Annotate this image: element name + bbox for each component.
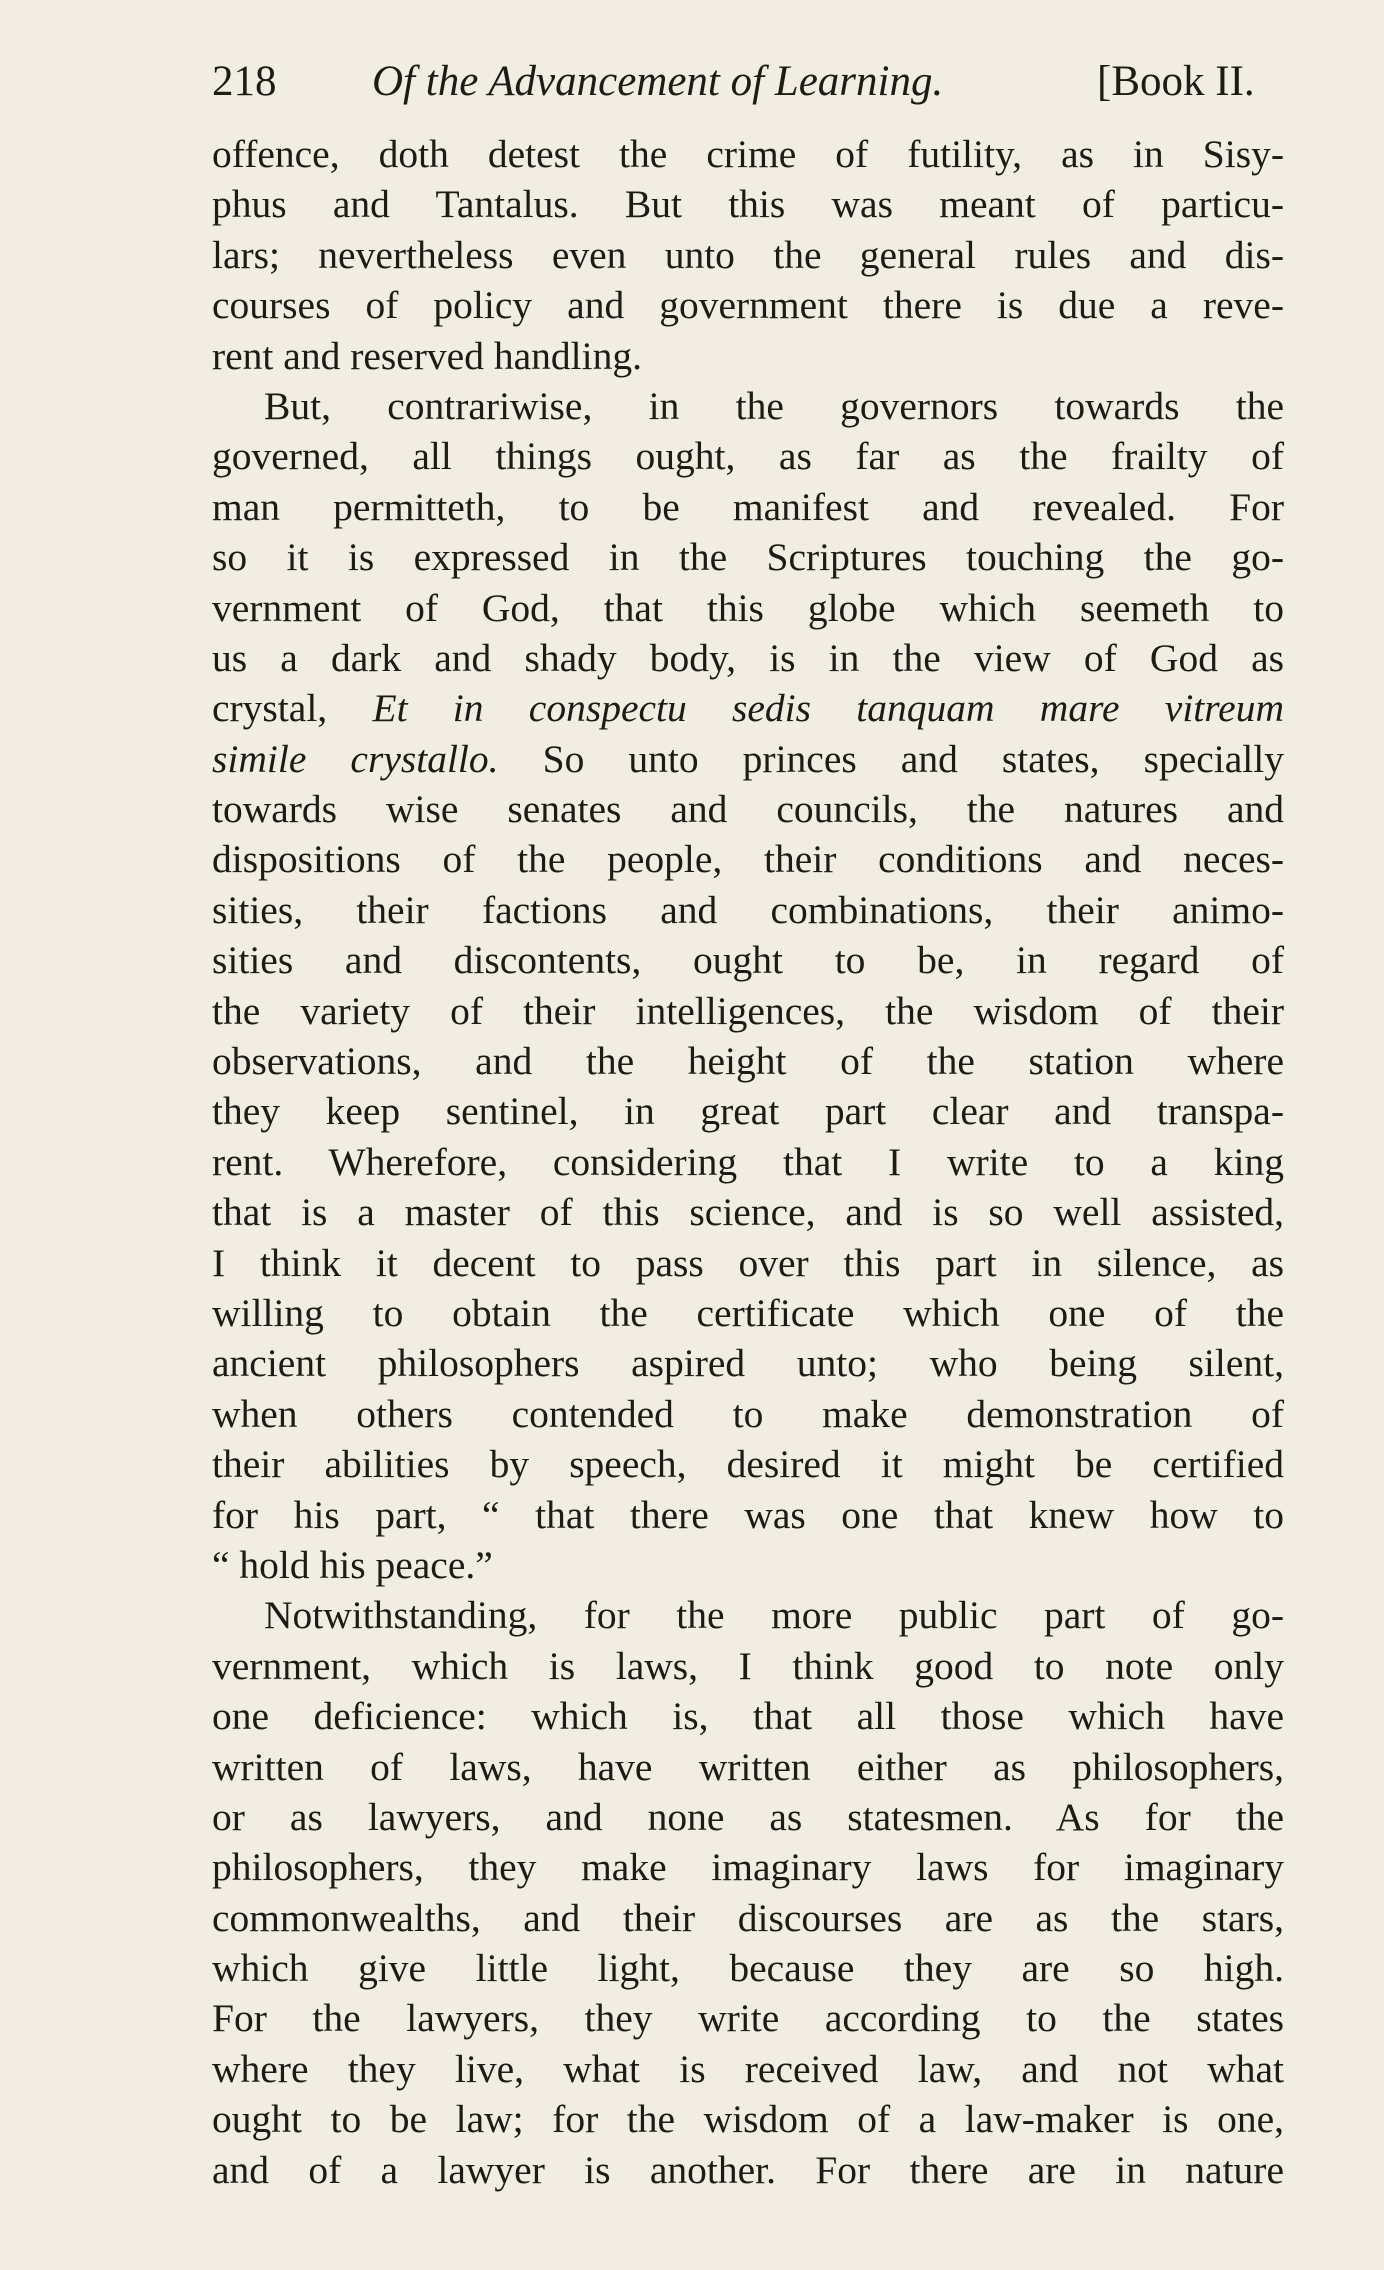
- text-line: offence, doth detest the crime of futility, as in Sisy-: [212, 132, 1284, 176]
- text-line: one deficience: which is, that all those which have: [212, 1694, 1284, 1739]
- page-number: 218: [212, 58, 277, 105]
- text-line: sities, their factions and combinations, their animo-: [212, 887, 1284, 932]
- text-line: “ hold his peace.”: [212, 1542, 493, 1587]
- running-head: [212, 52, 1292, 112]
- text-line: where they live, what is received law, and not what: [212, 2046, 1284, 2091]
- text-line: rent and reserved handling.: [212, 333, 642, 378]
- text-line: courses of policy and government there is due a reve-: [212, 283, 1284, 328]
- paragraph-start-line: Notwithstanding, for the more public part of go-: [264, 1593, 1284, 1638]
- text-line: man permitteth, to be manifest and revealed. For: [212, 484, 1284, 529]
- text-line: lars; nevertheless even unto the general rules and dis-: [212, 232, 1284, 277]
- latin-quotation: Et in conspectu sedis tanquam mare vitreum: [372, 686, 1284, 731]
- text-line: I think it decent to pass over this part in silence, as: [212, 1240, 1284, 1285]
- body-text: [212, 129, 1284, 2195]
- text-line: willing to obtain the certificate which one of the: [212, 1290, 1284, 1335]
- running-title: Of the Advancement of Learning.: [372, 58, 944, 105]
- text-line: and of a lawyer is another. For there are in nature: [212, 2147, 1284, 2192]
- text-line: us a dark and shady body, is in the view of God as: [212, 635, 1284, 680]
- text-line: towards wise senates and councils, the natures and: [212, 787, 1284, 832]
- text-line: rent. Wherefore, considering that I write to a king: [212, 1139, 1284, 1184]
- text-line: ought to be law; for the wisdom of a law-maker is one,: [212, 2097, 1284, 2142]
- text-line: vernment, which is laws, I think good to note only: [212, 1643, 1284, 1688]
- text-line: which give little light, because they are so high.: [212, 1946, 1284, 1991]
- text-line: phus and Tantalus. But this was meant of particu-: [212, 182, 1284, 227]
- book-label: [Book II.: [1097, 58, 1255, 105]
- text-line: sities and discontents, ought to be, in regard of: [212, 938, 1284, 983]
- text-line: or as lawyers, and none as statesmen. As for the: [212, 1794, 1284, 1839]
- text-line: the variety of their intelligences, the wisdom of their: [212, 988, 1284, 1033]
- text-line: commonwealths, and their discourses are as the stars,: [212, 1895, 1284, 1940]
- text-line: that is a master of this science, and is so well assisted,: [212, 1190, 1284, 1235]
- latin-quotation: simile crystallo.: [212, 736, 499, 781]
- text-line: governed, all things ought, as far as the frailty of: [212, 434, 1284, 479]
- text-line: For the lawyers, they write according to the states: [212, 1996, 1284, 2041]
- text-line: simile crystallo. So unto princes and states, specially: [212, 736, 1284, 781]
- text-line: crystal, Et in conspectu sedis tanquam mare vitreum: [212, 686, 1284, 731]
- paragraph-start-line: But, contrariwise, in the governors towards the: [264, 383, 1284, 428]
- text-line: they keep sentinel, in great part clear and transpa-: [212, 1089, 1284, 1134]
- text-line: observations, and the height of the station where: [212, 1039, 1284, 1084]
- text-line: their abilities by speech, desired it might be certified: [212, 1442, 1284, 1487]
- text-line: dispositions of the people, their conditions and neces-: [212, 837, 1284, 882]
- text-line: so it is expressed in the Scriptures touching the go-: [212, 535, 1284, 580]
- text-line: philosophers, they make imaginary laws for imaginary: [212, 1845, 1284, 1890]
- text-line: vernment of God, that this globe which seemeth to: [212, 585, 1284, 630]
- text-line: ancient philosophers aspired unto; who being silent,: [212, 1341, 1284, 1386]
- text-line: for his part, “ that there was one that knew how to: [212, 1492, 1284, 1537]
- text-line: when others contended to make demonstration of: [212, 1391, 1284, 1436]
- text-line: written of laws, have written either as philosophers,: [212, 1744, 1284, 1789]
